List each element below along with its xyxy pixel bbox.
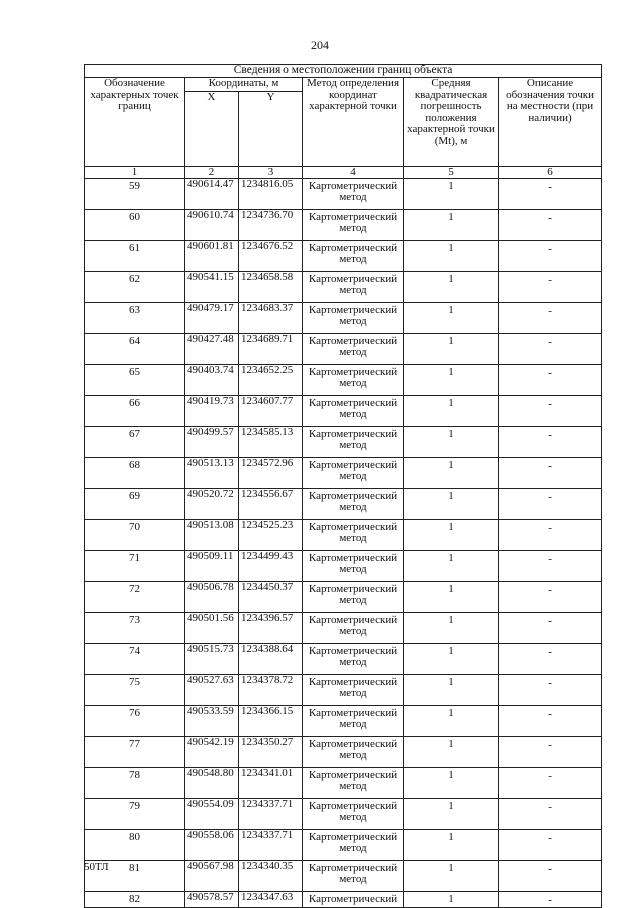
x-coordinate-cell: 490542.19 [185, 737, 239, 768]
error-cell: 1 [404, 582, 499, 613]
description-cell: - [499, 892, 602, 908]
description-cell: - [499, 303, 602, 334]
method-cell: Картометрический метод [303, 830, 404, 861]
header-point-designation: Обозначение характерных точек границ [85, 78, 185, 167]
error-cell: 1 [404, 861, 499, 892]
y-coordinate-cell: 1234337.71 [239, 799, 303, 830]
y-coordinate-cell: 1234347.63 [239, 892, 303, 908]
method-cell: Картометрический метод [303, 241, 404, 272]
method-cell: Картометрический метод [303, 644, 404, 675]
column-number: 6 [499, 167, 602, 179]
x-coordinate-cell: 490610.74 [185, 210, 239, 241]
x-coordinate-cell: 490509.11 [185, 551, 239, 582]
table-row [85, 830, 602, 861]
y-coordinate-cell: 1234736.70 [239, 210, 303, 241]
table-row [85, 737, 602, 768]
point-id-cell: 62 [85, 272, 185, 303]
point-id-cell: 75 [85, 675, 185, 706]
header-y: Y [239, 92, 303, 167]
point-id-cell: 77 [85, 737, 185, 768]
method-cell: Картометрический метод [303, 520, 404, 551]
table-row [85, 520, 602, 551]
error-cell: 1 [404, 644, 499, 675]
method-cell: Картометрический [303, 892, 404, 908]
point-id-cell: 73 [85, 613, 185, 644]
x-coordinate-cell: 490533.59 [185, 706, 239, 737]
description-cell: - [499, 582, 602, 613]
x-coordinate-cell: 490499.57 [185, 427, 239, 458]
x-coordinate-cell: 490403.74 [185, 365, 239, 396]
table-row [85, 458, 602, 489]
point-id-cell: 59 [85, 179, 185, 210]
point-id-cell: 78 [85, 768, 185, 799]
table-row [85, 799, 602, 830]
point-id-cell: 61 [85, 241, 185, 272]
y-coordinate-cell: 1234816.05 [239, 179, 303, 210]
x-coordinate-cell: 490419.73 [185, 396, 239, 427]
method-cell: Картометрический метод [303, 551, 404, 582]
header-coordinates: Координаты, м [185, 78, 303, 92]
description-cell: - [499, 830, 602, 861]
x-coordinate-cell: 490548.80 [185, 768, 239, 799]
column-number: 3 [239, 167, 303, 179]
error-cell: 1 [404, 551, 499, 582]
method-cell: Картометрический метод [303, 210, 404, 241]
y-coordinate-cell: 1234683.37 [239, 303, 303, 334]
method-cell: Картометрический метод [303, 272, 404, 303]
description-cell: - [499, 737, 602, 768]
x-coordinate-cell: 490520.72 [185, 489, 239, 520]
error-cell: 1 [404, 830, 499, 861]
table-row [85, 551, 602, 582]
point-id-cell: 70 [85, 520, 185, 551]
table-row [85, 582, 602, 613]
error-cell: 1 [404, 489, 499, 520]
point-id-cell: 67 [85, 427, 185, 458]
description-cell: - [499, 706, 602, 737]
method-cell: Картометрический метод [303, 706, 404, 737]
x-coordinate-cell: 490558.06 [185, 830, 239, 861]
table-row [85, 861, 602, 892]
y-coordinate-cell: 1234556.67 [239, 489, 303, 520]
table-row [85, 644, 602, 675]
x-coordinate-cell: 490578.57 [185, 892, 239, 908]
method-cell: Картометрический метод [303, 334, 404, 365]
x-coordinate-cell: 490554.09 [185, 799, 239, 830]
method-cell: Картометрический метод [303, 799, 404, 830]
header-error: Средняя квадратическая погрешность положения характерной точки (Mt), м [404, 78, 499, 167]
error-cell: 1 [404, 520, 499, 551]
column-number-row [85, 167, 602, 179]
y-coordinate-cell: 1234676.52 [239, 241, 303, 272]
description-cell: - [499, 179, 602, 210]
y-coordinate-cell: 1234499.43 [239, 551, 303, 582]
table-row [85, 303, 602, 334]
x-coordinate-cell: 490479.17 [185, 303, 239, 334]
page-number: 204 [311, 38, 329, 52]
table-row [85, 179, 602, 210]
description-cell: - [499, 489, 602, 520]
method-cell: Картометрический метод [303, 365, 404, 396]
description-cell: - [499, 799, 602, 830]
y-coordinate-cell: 1234607.77 [239, 396, 303, 427]
x-coordinate-cell: 490506.78 [185, 582, 239, 613]
table-row [85, 334, 602, 365]
method-cell: Картометрический метод [303, 489, 404, 520]
description-cell: - [499, 768, 602, 799]
table-row [85, 892, 602, 908]
point-id-cell: 65 [85, 365, 185, 396]
y-coordinate-cell: 1234341.01 [239, 768, 303, 799]
point-id-cell: 72 [85, 582, 185, 613]
table-row [85, 706, 602, 737]
table-title: Сведения о местоположении границ объекта [85, 65, 602, 78]
y-coordinate-cell: 1234350.27 [239, 737, 303, 768]
y-coordinate-cell: 1234450.37 [239, 582, 303, 613]
table-row [85, 210, 602, 241]
error-cell: 1 [404, 272, 499, 303]
column-number: 5 [404, 167, 499, 179]
x-coordinate-cell: 490567.98 [185, 861, 239, 892]
column-number: 2 [185, 167, 239, 179]
table-row [85, 241, 602, 272]
y-coordinate-cell: 1234340.35 [239, 861, 303, 892]
method-cell: Картометрический метод [303, 768, 404, 799]
column-number: 4 [303, 167, 404, 179]
y-coordinate-cell: 1234525.23 [239, 520, 303, 551]
table-row [85, 675, 602, 706]
table-row [85, 396, 602, 427]
description-cell: - [499, 365, 602, 396]
point-id-cell: 82 [85, 892, 185, 908]
description-cell: - [499, 396, 602, 427]
y-coordinate-cell: 1234572.96 [239, 458, 303, 489]
error-cell: 1 [404, 396, 499, 427]
y-coordinate-cell: 1234388.64 [239, 644, 303, 675]
error-cell: 1 [404, 458, 499, 489]
x-coordinate-cell: 490527.63 [185, 675, 239, 706]
y-coordinate-cell: 1234689.71 [239, 334, 303, 365]
footer-code: 50ТЛ [84, 861, 109, 873]
boundary-points-table [84, 64, 602, 908]
method-cell: Картометрический метод [303, 396, 404, 427]
error-cell: 1 [404, 427, 499, 458]
x-coordinate-cell: 490515.73 [185, 644, 239, 675]
error-cell: 1 [404, 799, 499, 830]
y-coordinate-cell: 1234585.13 [239, 427, 303, 458]
point-id-cell: 79 [85, 799, 185, 830]
error-cell: 1 [404, 334, 499, 365]
description-cell: - [499, 427, 602, 458]
x-coordinate-cell: 490601.81 [185, 241, 239, 272]
description-cell: - [499, 334, 602, 365]
description-cell: - [499, 644, 602, 675]
method-cell: Картометрический метод [303, 675, 404, 706]
x-coordinate-cell: 490541.15 [185, 272, 239, 303]
y-coordinate-cell: 1234378.72 [239, 675, 303, 706]
point-id-cell: 80 [85, 830, 185, 861]
method-cell: Картометрический метод [303, 582, 404, 613]
error-cell: 1 [404, 613, 499, 644]
x-coordinate-cell: 490513.08 [185, 520, 239, 551]
column-number: 1 [85, 167, 185, 179]
x-coordinate-cell: 490427.48 [185, 334, 239, 365]
description-cell: - [499, 458, 602, 489]
method-cell: Картометрический метод [303, 737, 404, 768]
error-cell: 1 [404, 768, 499, 799]
description-cell: - [499, 241, 602, 272]
description-cell: - [499, 551, 602, 582]
method-cell: Картометрический метод [303, 179, 404, 210]
table-row [85, 613, 602, 644]
header-method: Метод определения координат характерной точки [303, 78, 404, 167]
x-coordinate-cell: 490614.47 [185, 179, 239, 210]
description-cell: - [499, 861, 602, 892]
table-row [85, 365, 602, 396]
method-cell: Картометрический метод [303, 458, 404, 489]
error-cell: 1 [404, 892, 499, 908]
method-cell: Картометрический метод [303, 613, 404, 644]
table-row [85, 768, 602, 799]
error-cell: 1 [404, 365, 499, 396]
point-id-cell: 69 [85, 489, 185, 520]
error-cell: 1 [404, 706, 499, 737]
y-coordinate-cell: 1234337.71 [239, 830, 303, 861]
error-cell: 1 [404, 675, 499, 706]
point-id-cell: 63 [85, 303, 185, 334]
x-coordinate-cell: 490513.13 [185, 458, 239, 489]
description-cell: - [499, 520, 602, 551]
point-id-cell: 76 [85, 706, 185, 737]
point-id-cell: 81 [85, 861, 185, 892]
y-coordinate-cell: 1234366.15 [239, 706, 303, 737]
point-id-cell: 60 [85, 210, 185, 241]
method-cell: Картометрический метод [303, 427, 404, 458]
table-row [85, 427, 602, 458]
y-coordinate-cell: 1234652.25 [239, 365, 303, 396]
table-row [85, 489, 602, 520]
error-cell: 1 [404, 241, 499, 272]
y-coordinate-cell: 1234396.57 [239, 613, 303, 644]
description-cell: - [499, 613, 602, 644]
y-coordinate-cell: 1234658.58 [239, 272, 303, 303]
description-cell: - [499, 675, 602, 706]
x-coordinate-cell: 490501.56 [185, 613, 239, 644]
description-cell: - [499, 210, 602, 241]
method-cell: Картометрический метод [303, 303, 404, 334]
point-id-cell: 66 [85, 396, 185, 427]
point-id-cell: 64 [85, 334, 185, 365]
error-cell: 1 [404, 303, 499, 334]
table-row [85, 272, 602, 303]
description-cell: - [499, 272, 602, 303]
header-x: X [185, 92, 239, 167]
header-description: Описание обозначения точки на местности (при наличии) [499, 78, 602, 167]
error-cell: 1 [404, 179, 499, 210]
point-id-cell: 74 [85, 644, 185, 675]
point-id-cell: 71 [85, 551, 185, 582]
method-cell: Картометрический метод [303, 861, 404, 892]
error-cell: 1 [404, 737, 499, 768]
point-id-cell: 68 [85, 458, 185, 489]
error-cell: 1 [404, 210, 499, 241]
